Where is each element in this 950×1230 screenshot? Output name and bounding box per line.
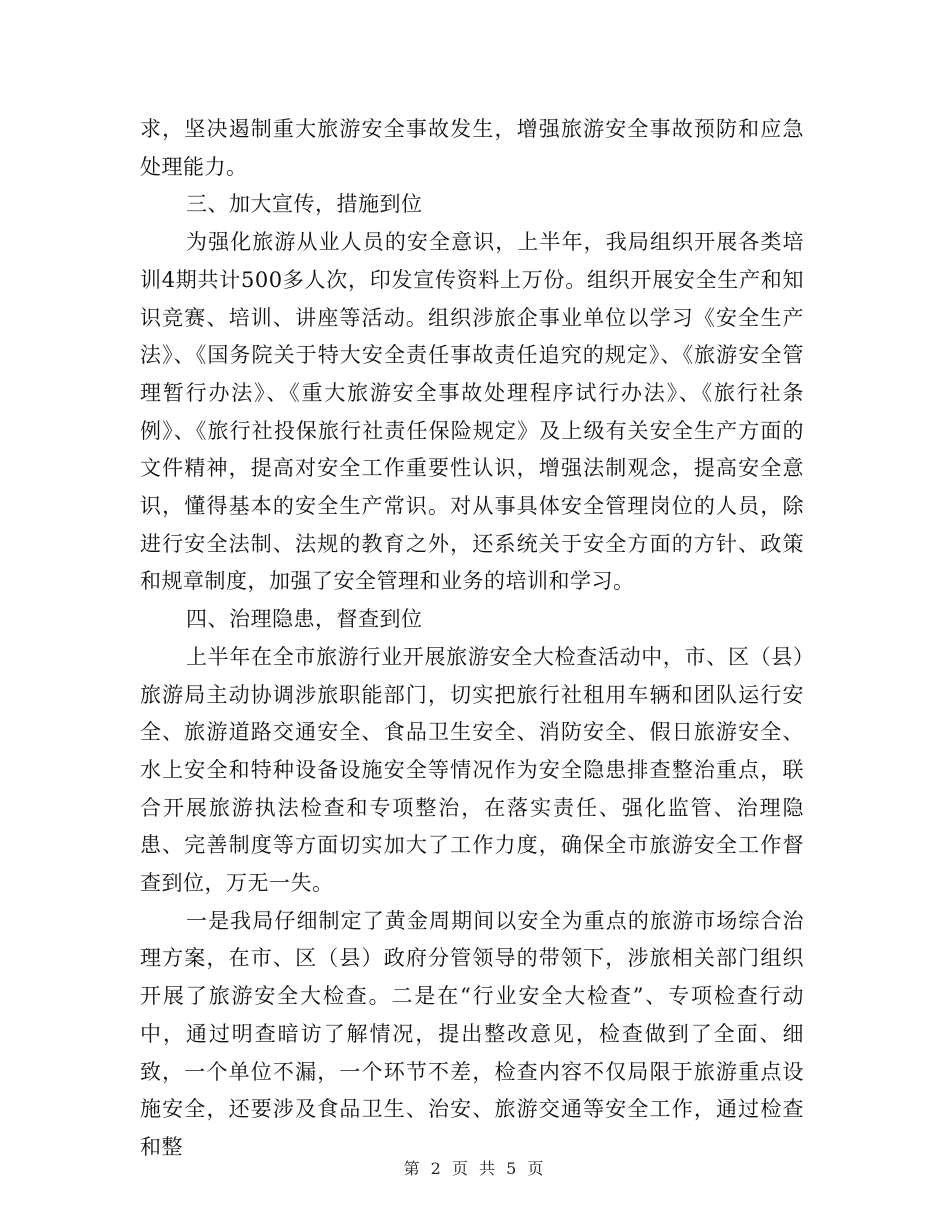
- paragraph-publicity: 为强化旅游从业人员的安全意识，上半年，我局组织开展各类培训4期共计500多人次，印发宣传资料上万份。组织开展安全生产和知识竞赛、培训、讲座等活动。组织涉旅企事业单位以学习《安全生产法》、《国务院关于特大安全责任事故责任追究的规定》、《旅游安全管理暂行办法》、《重大旅游安全事故处理程序试行办法》、《旅行社条例》、《旅行社投保旅行社责任保险规定》及上级有关安全生产方面的文件精神，提高对安全工作重要性认识，增强法制观念，提高安全意识，懂得基本的安全生产常识。对从事具体安全管理岗位的人员，除进行安全法制、法规的教育之外，还系统关于安全方面的方针、政策和规章制度，加强了安全管理和业务的培训和学习。: [140, 230, 804, 594]
- paragraph-continuation: 求，坚决遏制重大旅游安全事故发生，增强旅游安全事故预防和应急处理能力。: [140, 117, 804, 179]
- section-heading-three: 三、加大宣传，措施到位: [186, 192, 423, 217]
- document-body: [140, 111, 804, 1167]
- page-number-footer: 第 2 页 共 5 页: [403, 1159, 547, 1178]
- section-heading-four: 四、治理隐患，督查到位: [186, 607, 423, 632]
- paragraph-golden-week: 一是我局仔细制定了黄金周期间以安全为重点的旅游市场综合治理方案，在市、区（县）政府分管领导的带领下，涉旅相关部门组织开展了旅游安全大检查。二是在“行业安全大检查”、专项检查行动中，通过明查暗访了解情况，提出整改意见，检查做到了全面、细致，一个单位不漏，一个环节不差，检查内容不仅局限于旅游重点设施安全，还要涉及食品卫生、治安、旅游交通等安全工作，通过检查和整: [140, 908, 804, 1159]
- paragraph-inspection: 上半年在全市旅游行业开展旅游安全大检查活动中，市、区（县）旅游局主动协调涉旅职能部门，切实把旅行社租用车辆和团队运行安全、旅游道路交通安全、食品卫生安全、消防安全、假日旅游安全、水上安全和特种设备设施安全等情况作为安全隐患排查整治重点，联合开展旅游执法检查和专项整治，在落实责任、强化监管、治理隐患、完善制度等方面切实加大了工作力度，确保全市旅游安全工作督查到位，万无一失。: [140, 644, 804, 896]
